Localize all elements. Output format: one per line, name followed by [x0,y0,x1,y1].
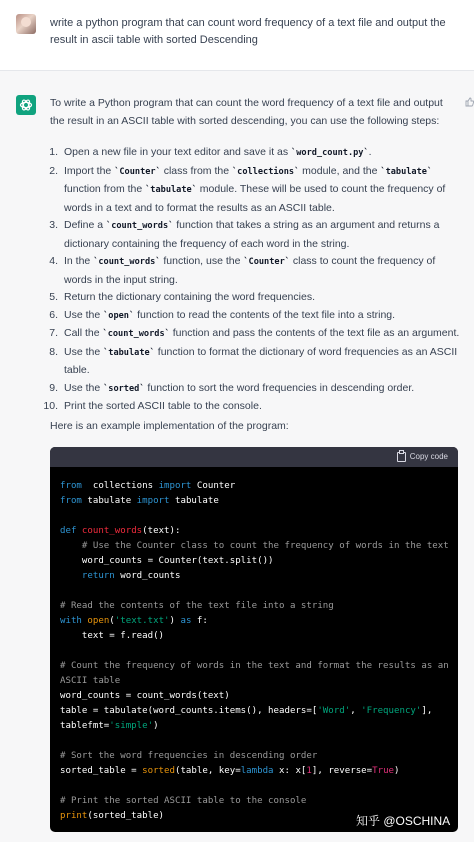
step-number: 9. [49,381,58,394]
code-token: (text): [142,526,181,536]
code-token: 'text.txt' [114,616,170,626]
code-token: from [60,496,82,506]
example-label: Here is an example implementation of the program: [50,420,289,432]
code-line [60,734,448,749]
inline-code: `count_words` [106,221,174,231]
thumbs-up-icon[interactable] [465,97,474,107]
code-line [60,794,448,809]
code-token: x: x[ [273,766,307,776]
code-token: ) [394,766,400,776]
code-token: table = tabulate(word_counts.items(), headers=[ [60,706,318,716]
code-line [60,629,448,644]
step-item [50,380,460,399]
user-message [0,0,474,71]
code-token: import [136,496,170,506]
code-line [60,644,448,659]
step-item [50,344,460,380]
step-text: function to read the contents of the text file into a string. [134,308,396,321]
code-line [60,554,448,569]
step-text: module, and the [299,164,381,177]
step-text: function to sort the word frequencies in descending order. [144,381,415,394]
step-item [50,307,460,326]
code-token: ( [109,616,115,626]
code-token: 1 [306,766,312,776]
inline-code: `Counter` [114,166,161,177]
inline-code: `tabulate` [145,185,197,195]
code-token: ) [153,721,159,731]
code-token: word_counts = count_words(text) [60,691,230,701]
step-item [50,253,460,289]
step-number: 3. [49,219,58,231]
code-token: word_counts = Counter(text.split()) [60,556,274,566]
inline-code: `open` [103,310,135,321]
code-token: ASCII table [60,676,121,686]
code-token: ) [169,616,181,626]
step-item [50,289,460,307]
step-text: Print the sorted ASCII table to the console. [64,400,262,412]
code-token: word_counts [114,571,181,581]
step-text: Import the [64,164,115,177]
code-token: text = f.read() [60,631,165,641]
step-text: Open a new file in your text editor and save it as [64,146,292,158]
assistant-intro: To write a Python program that can count the word frequency of a text file and output the result in an ASCII table with sorted descending, you can use the following steps: [50,97,443,127]
step-text: Define a [64,219,107,231]
code-line [60,764,448,779]
code-token: , [350,706,362,716]
step-text: Use the [64,308,104,321]
step-text: module. These will be used to count the frequency of words in a text and to format the results as an ASCII table. [64,183,446,214]
code-line [60,479,448,494]
code-token [60,571,82,581]
inline-code: `tabulate` [103,347,155,358]
code-line [60,674,448,689]
step-text: Call the [64,327,103,339]
step-text: function from the [64,183,146,195]
copy-code-label: Copy code [409,452,448,461]
code-token: (table, key= [174,766,241,776]
watermark: 知乎 @OSCHINA [356,814,451,828]
code-header [50,447,458,467]
code-token: f: [191,616,208,626]
step-number: 2. [49,164,58,177]
inline-code: `tabulate` [380,166,433,177]
code-token: with [60,616,82,626]
code-token: as [180,616,192,626]
code-token: # Read the contents of the text file into a string [60,601,334,611]
step-number: 4. [49,255,58,267]
code-line [60,704,448,719]
code-token: return [81,571,115,581]
code-content [50,467,458,824]
step-number: 8. [49,345,58,358]
step-number: 10. [43,400,58,412]
inline-code: `count_words` [102,329,170,339]
code-token: tablefmt= [60,721,110,731]
code-token: sorted [142,766,175,776]
inline-code: `Counter` [243,257,290,267]
step-item [50,325,460,344]
code-line [60,749,448,764]
code-line [60,539,448,554]
step-text: function to format the dictionary of word frequencies as an ASCII table. [64,345,458,376]
code-token: tabulate [81,496,137,506]
clipboard-icon [397,452,406,462]
user-message-text: write a python program that can count word frequency of a text file and output the result in ascii table with sorted Descending [50,17,446,46]
code-token: lambda [240,766,274,776]
inline-code: `sorted` [103,383,145,394]
code-line [60,659,448,674]
code-token: # Use the Counter class to count the frequency of words in the text [81,541,449,551]
step-text: Use the [64,345,104,358]
step-number: 6. [49,308,58,321]
code-line [60,524,448,539]
code-line [60,614,448,629]
step-text: function, use the [160,255,244,267]
step-text: Use the [64,381,104,394]
code-token: import [158,481,192,491]
assistant-message [0,71,474,842]
code-line [60,689,448,704]
code-line [60,719,448,734]
code-token: print [60,811,88,821]
code-token: True [372,766,395,776]
step-text: In the [64,255,94,267]
code-token: from [60,481,82,491]
inline-code: `word_count.py` [291,148,369,158]
code-token: sorted_table = [60,766,143,776]
code-line [60,569,448,584]
step-item [50,144,460,163]
code-token: 'simple' [109,721,154,731]
step-number: 7. [49,327,58,339]
user-avatar [16,14,36,34]
step-text: class from the [160,164,232,177]
code-token: Counter [191,481,236,491]
openai-logo-icon [16,95,36,115]
code-token: 'Word' [317,706,351,716]
inline-code: `collections` [231,166,300,177]
step-item [50,163,460,218]
step-number: 5. [49,291,58,303]
code-token: def [60,526,77,536]
code-line [60,584,448,599]
code-token: 'Frequency' [361,706,422,716]
code-line [60,779,448,794]
step-item [50,217,460,253]
step-text: class to count the frequency of words in the input string. [64,255,436,286]
step-text: Return the dictionary containing the word frequencies. [64,291,315,303]
inline-code: `count_words` [93,257,161,267]
code-token: open [87,616,110,626]
step-text: function that takes a string as an argument and returns a dictionary containing the frequency of each word in the string. [64,219,440,250]
code-line [60,509,448,524]
code-line [60,599,448,614]
code-token: # Count the frequency of words in the text and format the results as an [60,661,449,671]
code-token: ], [421,706,433,716]
code-token: # Sort the word frequencies in descending order [60,751,318,761]
code-token: collections [81,481,159,491]
steps-list [43,144,460,416]
code-token: count_words [81,526,143,536]
code-token: # Print the sorted ASCII table to the console [60,796,307,806]
code-block [50,447,458,832]
code-token: (sorted_table) [87,811,165,821]
step-item [43,398,460,416]
copy-code-button[interactable] [397,451,448,463]
step-text: . [368,146,372,158]
code-token: ], reverse= [311,766,373,776]
step-text: function and pass the contents of the text file as an argument. [169,327,460,339]
code-line [60,494,448,509]
step-number: 1. [49,146,58,158]
code-token [60,541,82,551]
code-token: tabulate [169,496,219,506]
